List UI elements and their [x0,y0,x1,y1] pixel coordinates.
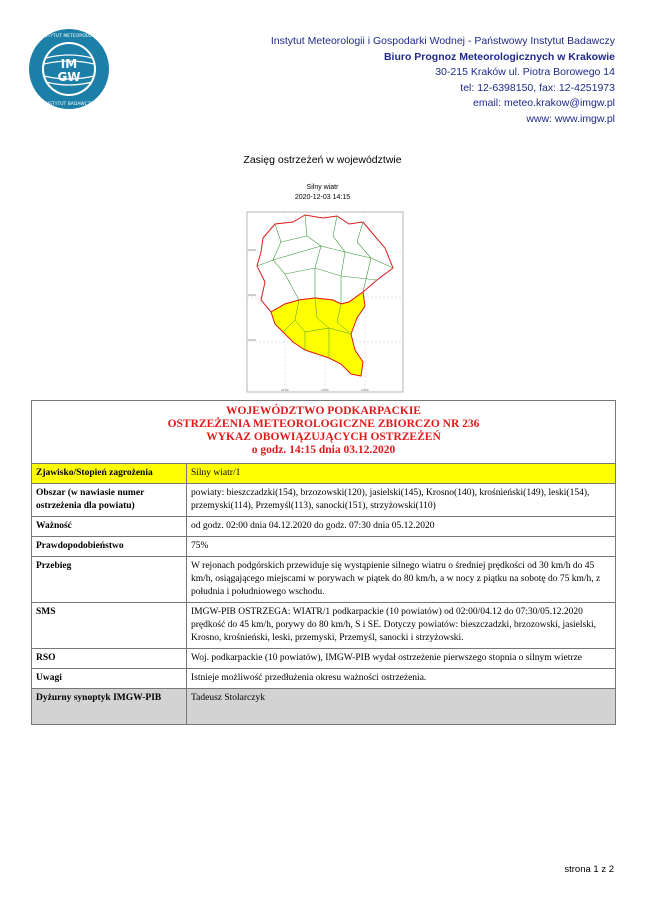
row-value: Istnieje możliwość przedłużenia okresu ważności ostrzeżenia. [187,669,616,689]
title-bulletin: OSTRZEŻENIA METEOROLOGICZNE ZBIORCZO NR 236 [167,418,480,430]
row-label: Przebieg [32,557,187,603]
website: www: www.imgw.pl [526,112,615,125]
table-row [32,464,616,484]
table-row [32,557,616,603]
title-time: o godz. 14:15 dnia 03.12.2020 [251,444,396,456]
map-caption-phenomenon: Silny wiatr [306,184,339,191]
row-label: RSO [32,649,187,669]
svg-text:5000: 5000 [248,338,256,342]
row-label: Obszar (w nawiasie numer ostrzeżenia dla powiatu) [32,484,187,517]
svg-text:2300: 2300 [361,388,369,392]
svg-text:2100: 2100 [281,388,289,392]
row-label: Dyżurny synoptyk IMGW-PIB [32,689,187,725]
svg-text:INSTYTUT BADAWCZY: INSTYTUT BADAWCZY [44,102,94,107]
map-section-title: Zasięg ostrzeżeń w województwie [243,154,402,166]
office-name: Biuro Prognoz Meteorologicznych w Krakowie [383,50,615,63]
row-value: Silny wiatr/1 [187,464,616,484]
email: email: meteo.krakow@imgw.pl [473,97,615,109]
warnings-table [31,400,616,725]
table-row [32,669,616,689]
table-row [32,537,616,557]
svg-text:5000: 5000 [248,293,256,297]
warning-title [32,401,616,464]
phone-fax: tel: 12-6398150, fax: 12-4251973 [460,81,615,94]
row-value: powiaty: bieszczadzki(154), brzozowski(120), jasielski(145), Krosno(140), krośnieński(149), leski(154), przemyski(114), Przemyśl(113), sanocki(151), strzyżowski(110) [187,484,616,517]
address: 30-215 Kraków ul. Piotra Borowego 14 [435,66,615,78]
table-row [32,517,616,537]
table-row [32,484,616,517]
svg-text:IM: IM [60,57,78,71]
row-label: Uwagi [32,669,187,689]
table-row [32,689,616,725]
row-label: Zjawisko/Stopień zagrożenia [32,464,187,484]
row-label: Prawdopodobieństwo [32,537,187,557]
map-caption-time: 2020-12-03 14:15 [294,194,351,201]
row-label: Ważność [32,517,187,537]
svg-text:2200: 2200 [321,388,329,392]
row-value: 75% [187,537,616,557]
institute-header [271,34,615,127]
warning-map [245,182,405,394]
row-label: SMS [32,603,187,649]
imgw-logo [28,28,110,110]
title-voivodeship: WOJEWÓDZTWO PODKARPACKIE [226,405,421,417]
table-row [32,649,616,669]
table-row [32,603,616,649]
svg-text:INSTYTUT METEOROLOGII: INSTYTUT METEOROLOGII [40,34,98,39]
page-number: strona 1 z 2 [564,864,614,875]
row-value: od godz. 02:00 dnia 04.12.2020 do godz. 07:30 dnia 05.12.2020 [187,517,616,537]
institute-name: Instytut Meteorologii i Gospodarki Wodnej - Państwowy Instytut Badawczy [270,35,615,47]
row-value: W rejonach podgórskich przewiduje się wystąpienie silnego wiatru o średniej prędkości od 30 km/h do 45 km/h, osiągającego miejscami w porywach w piątek do 80 km/h, a w nocy z piątku na sobotę do 75 km/h, z południa i południowego wschodu. [187,557,616,603]
row-value: Tadeusz Stolarczyk [187,689,616,725]
row-value: IMGW-PIB OSTRZEGA: WIATR/1 podkarpackie (10 powiatów) od 02:00/04.12 do 07:30/05.12.2020 prędkość do 45 km/h, porywy do 80 km/h, S i SE. Dotyczy powiatów: bieszczadzki, brzozowski, jasielski, Krosno, krośnieński, leski, przemyski, Przemyśl, sanocki i strzyżowski. [187,603,616,649]
title-list: WYKAZ OBOWIĄZUJĄCYCH OSTRZEŻEŃ [206,431,441,443]
svg-text:5000: 5000 [248,248,256,252]
row-value: Woj. podkarpackie (10 powiatów), IMGW-PIB wydał ostrzeżenie pierwszego stopnia o silnym wietrze [187,649,616,669]
svg-text:GW: GW [57,70,81,84]
